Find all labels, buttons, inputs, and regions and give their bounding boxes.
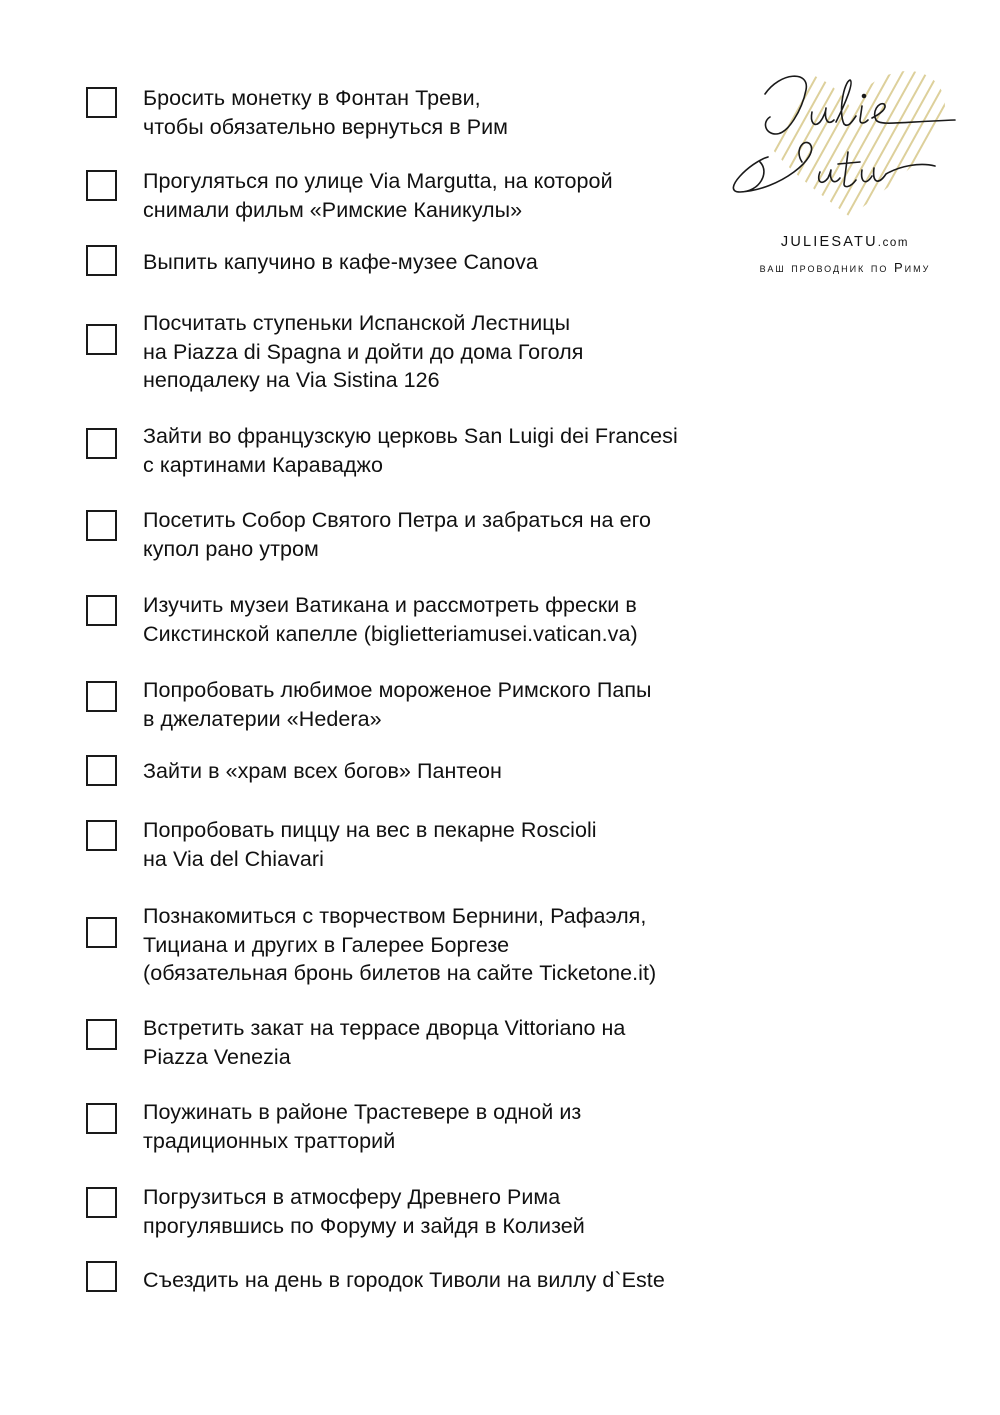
brand-site-main: JULIESATU — [780, 234, 878, 250]
brand-site-tld: .com — [877, 237, 910, 249]
checkbox[interactable] — [86, 1019, 117, 1050]
signature-heart-logo — [710, 62, 980, 227]
checklist-item-text: Выпить капучино в кафе-музее Canova — [143, 250, 538, 274]
checkbox[interactable] — [86, 87, 117, 118]
checkbox[interactable] — [86, 595, 117, 626]
checkbox[interactable] — [86, 1261, 117, 1292]
checkbox[interactable] — [86, 755, 117, 786]
checklist-item-text: Посчитать ступеньки Испанской Лестницы на Piazza di Spagna и дойти до дома Гоголя неподалеку на Via Sistina 126 — [143, 311, 584, 392]
checklist-item-text: Бросить монетку в Фонтан Треви, чтобы обязательно вернуться в Рим — [143, 86, 508, 139]
checkbox[interactable] — [86, 510, 117, 541]
checkbox[interactable] — [86, 681, 117, 712]
checklist-item-text: Посетить Собор Святого Петра и забраться на его купол рано утром — [143, 508, 652, 561]
brand-site-name — [710, 234, 980, 250]
checkbox[interactable] — [86, 1103, 117, 1134]
checkbox[interactable] — [86, 917, 117, 948]
checkbox[interactable] — [86, 324, 117, 355]
checklist-item-text: Изучить музеи Ватикана и рассмотреть фрески в Сикстинской капелле (biglietteriamusei.vatican.va) — [143, 593, 638, 646]
checklist-item-text: Попробовать пиццу на вес в пекарне Roscioli на Via del Chiavari — [143, 818, 597, 871]
brand-logo — [710, 62, 980, 287]
checkbox[interactable] — [86, 245, 117, 276]
checklist-item-text: Попробовать любимое мороженое Римского Папы в джелатерии «Hedera» — [143, 678, 652, 731]
checklist-item-text: Зайти в «храм всех богов» Пантеон — [143, 759, 502, 783]
checklist-item-text: Поужинать в районе Трастевере в одной из традиционных тратторий — [143, 1100, 582, 1153]
checkbox[interactable] — [86, 170, 117, 201]
brand-tagline: ваш проводник по Риму — [759, 260, 931, 275]
checkbox[interactable] — [86, 1187, 117, 1218]
heart-hatch-icon — [730, 62, 980, 227]
checklist-item-text: Погрузиться в атмосферу Древнего Рима прогулявшись по Форуму и зайдя в Колизей — [143, 1185, 585, 1238]
checkbox[interactable] — [86, 820, 117, 851]
checklist-item-text: Прогуляться по улице Via Margutta, на которой снимали фильм «Римские Каникулы» — [143, 169, 613, 222]
checklist-item-text: Зайти во французскую церковь San Luigi dei Francesi с картинами Караваджо — [143, 424, 678, 477]
checklist-item-text: Съездить на день в городок Тиволи на виллу d`Este — [143, 1268, 665, 1292]
checklist-item-text: Познакомиться с творчеством Бернини, Рафаэля, Тициана и других в Галерее Боргезе (обязательная бронь билетов на сайте Ticketone.it) — [143, 904, 657, 985]
checklist-item-text: Встретить закат на террасе дворца Vittoriano на Piazza Venezia — [143, 1016, 626, 1069]
checkbox[interactable] — [86, 428, 117, 459]
